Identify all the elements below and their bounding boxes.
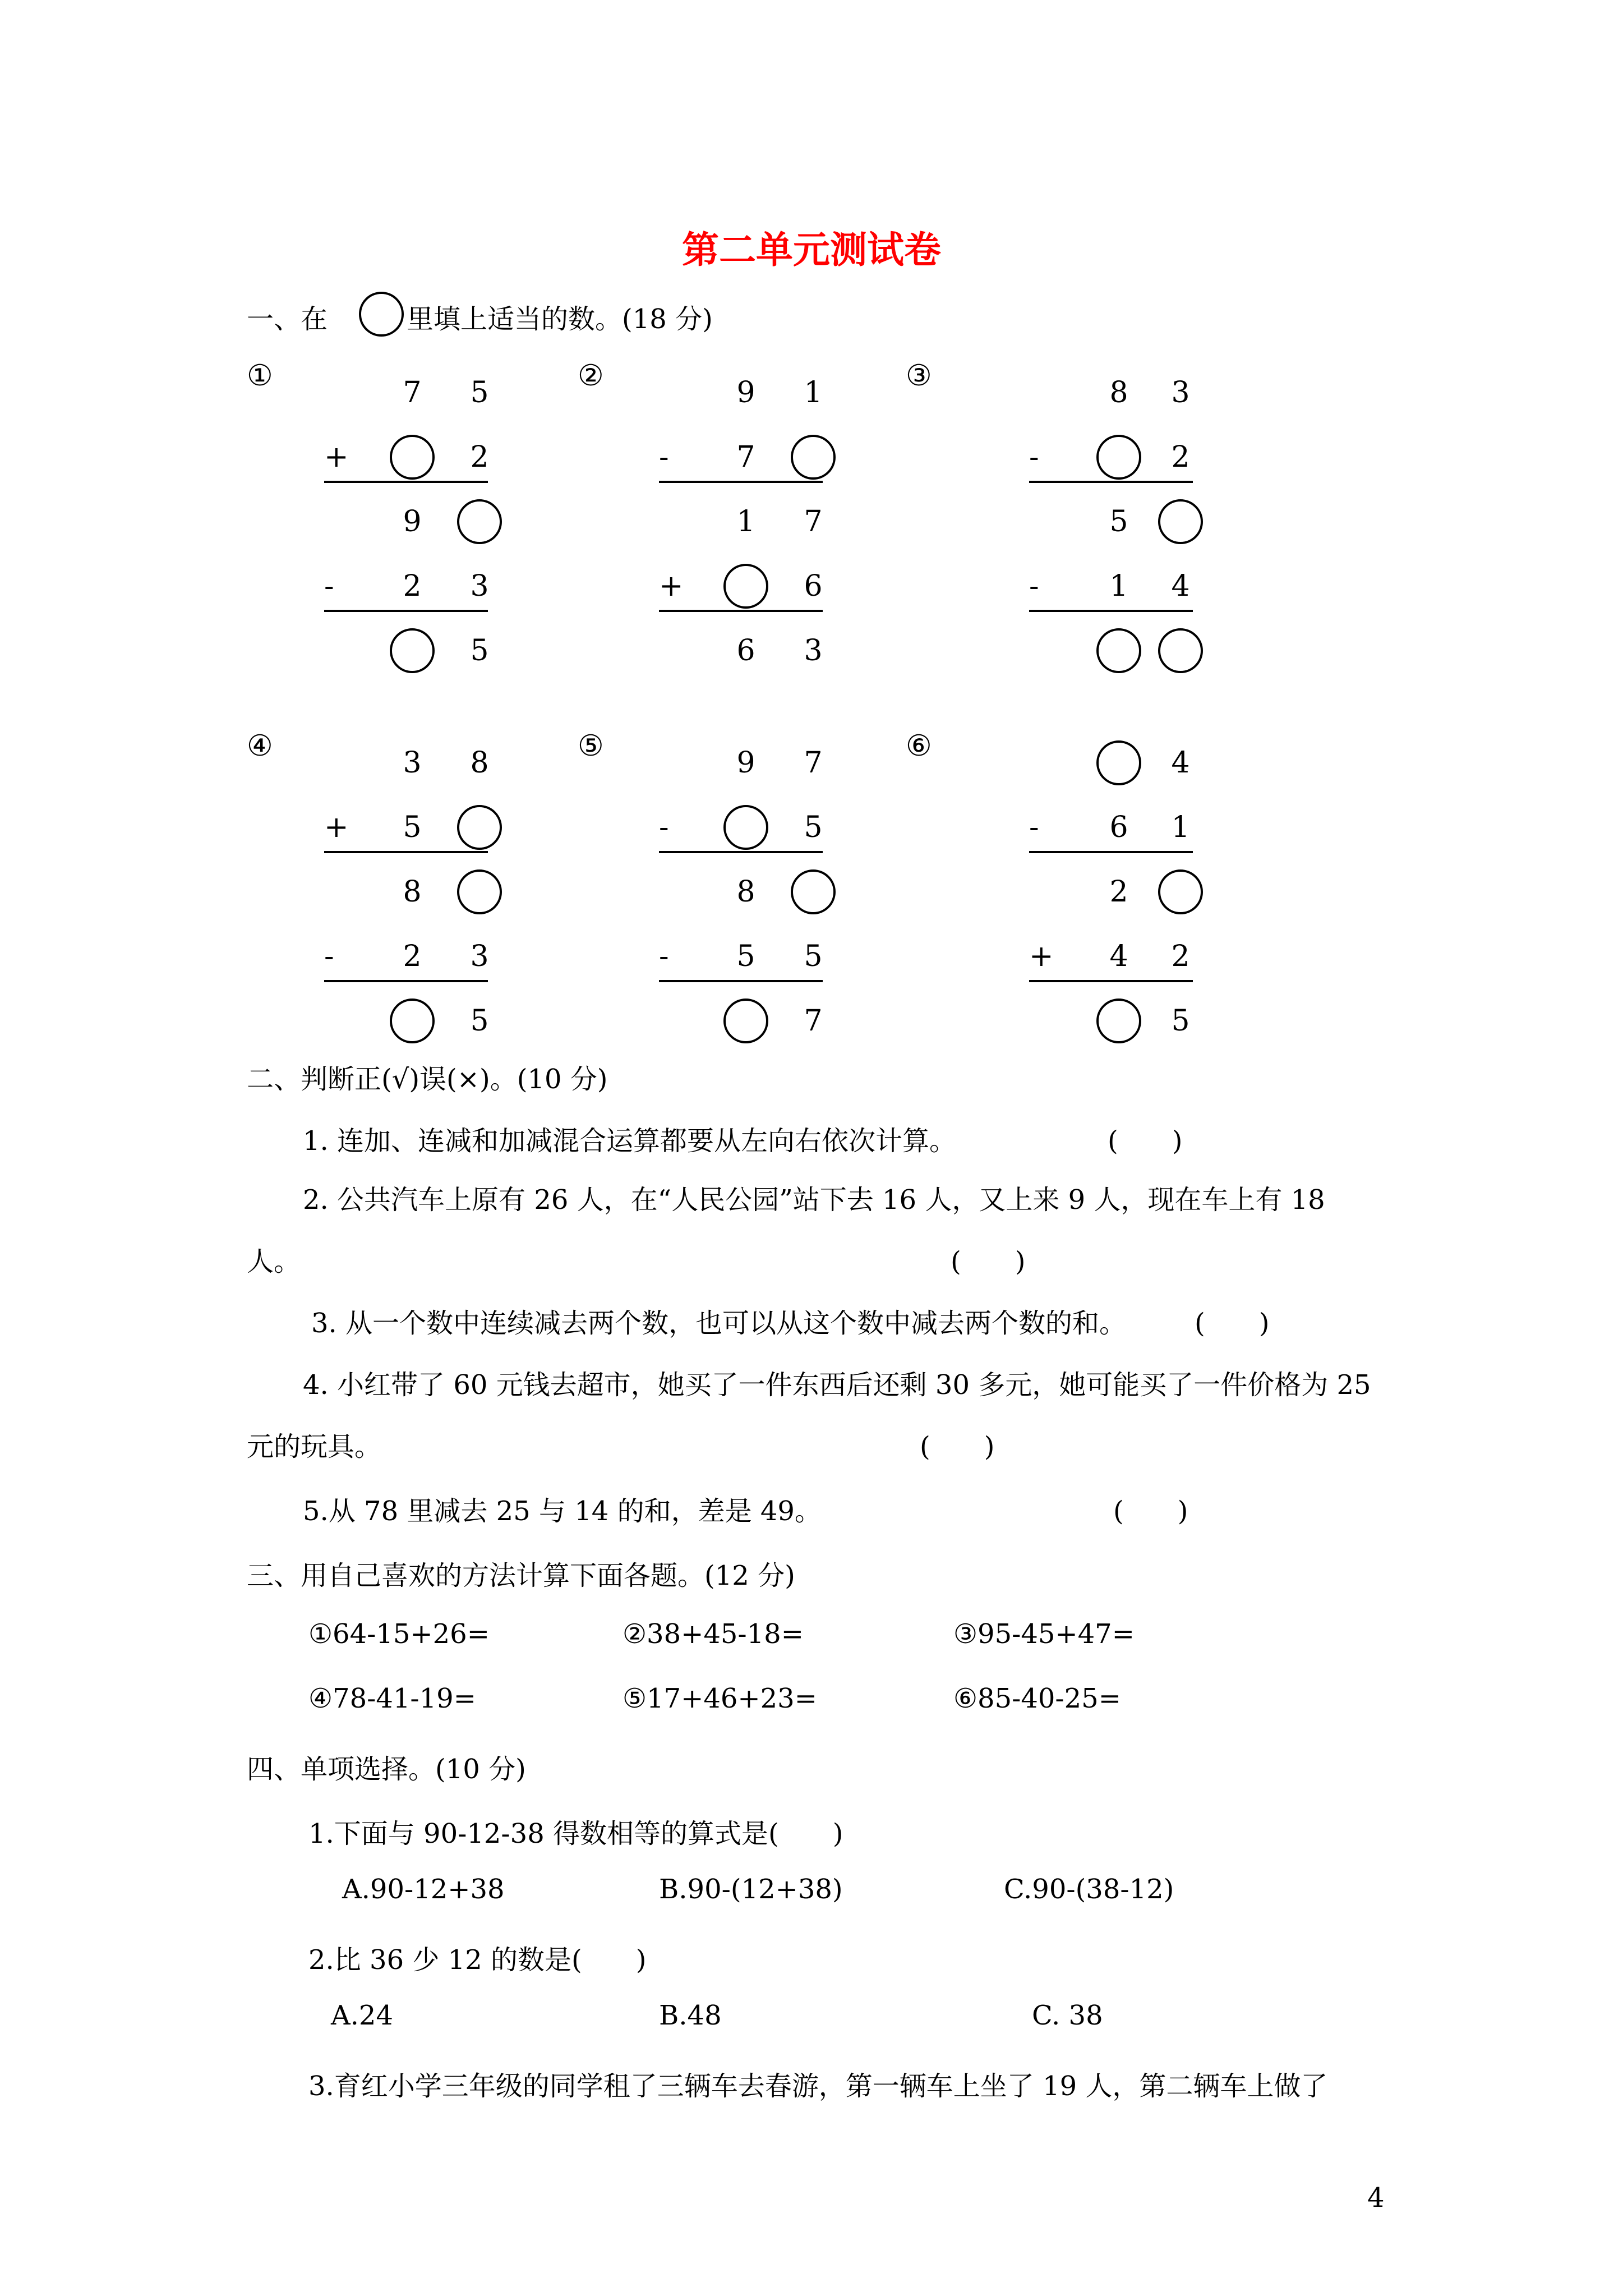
calc-item-6: ⑥85-40-25= [953, 1683, 1121, 1714]
problem-6-digit: 1 [1171, 811, 1190, 844]
answer-circle-icon [359, 292, 404, 337]
judge-item-2-text: 2. 公共汽车上原有 26 人，在“人民公园”站下去 16 人，又上来 9 人，现在车上有 18 [303, 1184, 1325, 1216]
problem-6-digit: 4 [1109, 940, 1128, 973]
problem-3-operator-1: - [1029, 440, 1039, 474]
answer-circle-icon[interactable] [1158, 499, 1203, 544]
problem-2-digit: 1 [736, 505, 755, 539]
problem-5-label: ⑤ [578, 729, 604, 763]
problem-5-digit: 5 [736, 940, 755, 973]
problem-3-line-2 [1029, 610, 1193, 612]
problem-6-digit: 2 [1171, 940, 1190, 973]
problem-1-line-1 [324, 481, 488, 483]
section4-heading: 四、单项选择。(10 分) [247, 1754, 526, 1785]
problem-6-digit: 2 [1109, 875, 1128, 909]
problem-2-digit: 6 [736, 634, 755, 668]
answer-circle-icon[interactable] [390, 999, 435, 1043]
answer-circle-icon[interactable] [791, 435, 836, 480]
judge-item-1-text: 1. 连加、连减和加减混合运算都要从左向右依次计算。 [303, 1125, 957, 1157]
answer-circle-icon[interactable] [390, 435, 435, 480]
judge-item-1-paren[interactable]: ( ) [1108, 1125, 1183, 1157]
problem-1-line-2 [324, 610, 488, 612]
section2-heading: 二、判断正(√)误(×)。(10 分) [247, 1064, 608, 1095]
problem-1-operator-1: + [324, 440, 349, 474]
answer-circle-icon[interactable] [457, 499, 502, 544]
problem-6-label: ⑥ [906, 729, 932, 763]
problem-3-digit: 3 [1171, 376, 1190, 409]
section3-heading: 三、用自己喜欢的方法计算下面各题。(12 分) [247, 1560, 795, 1591]
choice-1-option-c[interactable]: C.90-(38-12) [1004, 1874, 1174, 1905]
problem-2-digit: 7 [736, 440, 755, 474]
answer-circle-icon[interactable] [457, 869, 502, 914]
answer-circle-icon[interactable] [723, 805, 768, 850]
problem-3-label: ③ [906, 359, 932, 393]
answer-circle-icon[interactable] [390, 628, 435, 673]
problem-3-digit: 8 [1109, 376, 1128, 409]
problem-6-line-1 [1029, 851, 1193, 853]
problem-1-digit: 7 [403, 376, 422, 409]
problem-6-line-2 [1029, 980, 1193, 982]
problem-1-digit: 3 [470, 569, 489, 603]
choice-2-question: 2.比 36 少 12 的数是( ) [308, 1944, 647, 1976]
problem-1-digit: 9 [403, 505, 422, 539]
problem-3-digit: 1 [1109, 569, 1128, 603]
problem-6-operator-2: + [1029, 940, 1054, 973]
judge-item-5-paren[interactable]: ( ) [1113, 1496, 1188, 1527]
problem-4-digit: 5 [470, 1004, 489, 1038]
problem-4-digit: 2 [403, 940, 422, 973]
problem-5-digit: 5 [804, 811, 823, 844]
section1-heading-pre: 一、在 [247, 303, 328, 335]
page-title: 第二单元测试卷 [682, 228, 941, 272]
problem-4-digit: 8 [403, 875, 422, 909]
answer-circle-icon[interactable] [791, 869, 836, 914]
problem-6-operator-1: - [1029, 811, 1039, 844]
problem-4-digit: 3 [403, 746, 422, 780]
choice-1-option-b[interactable]: B.90-(12+38) [659, 1874, 843, 1905]
problem-4-digit: 3 [470, 940, 489, 973]
problem-5-line-1 [659, 851, 823, 853]
problem-1-digit: 5 [470, 376, 489, 409]
judge-item-4-paren[interactable]: ( ) [920, 1431, 995, 1462]
judge-item-3-text: 3. 从一个数中连续减去两个数，也可以从这个数中减去两个数的和。 [311, 1308, 1127, 1339]
answer-circle-icon[interactable] [1158, 869, 1203, 914]
problem-1-digit: 2 [470, 440, 489, 474]
judge-item-5-text: 5.从 78 里减去 25 与 14 的和，差是 49。 [303, 1496, 822, 1527]
judge-item-3-paren[interactable]: ( ) [1195, 1308, 1270, 1339]
calc-item-3: ③95-45+47= [953, 1618, 1135, 1650]
problem-2-line-2 [659, 610, 823, 612]
problem-4-line-1 [324, 851, 488, 853]
answer-circle-icon[interactable] [1096, 628, 1141, 673]
choice-2-option-c[interactable]: C. 38 [1032, 2000, 1103, 2031]
problem-2-digit: 7 [804, 505, 823, 539]
problem-2-line-1 [659, 481, 823, 483]
problem-3-operator-2: - [1029, 569, 1039, 603]
answer-circle-icon[interactable] [457, 805, 502, 850]
calc-item-5: ⑤17+46+23= [623, 1683, 817, 1714]
judge-item-2-text-cont: 人。 [247, 1246, 301, 1277]
problem-4-label: ④ [247, 729, 273, 763]
problem-5-operator-1: - [659, 811, 669, 844]
problem-3-digit: 2 [1171, 440, 1190, 474]
calc-item-4: ④78-41-19= [308, 1683, 476, 1714]
problem-2-digit: 9 [736, 376, 755, 409]
problem-5-digit: 7 [804, 746, 823, 780]
judge-item-4-text-cont: 元的玩具。 [247, 1431, 382, 1462]
judge-item-2-paren[interactable]: ( ) [951, 1246, 1026, 1277]
problem-4-line-2 [324, 980, 488, 982]
problem-4-digit: 5 [403, 811, 422, 844]
problem-1-digit: 2 [403, 569, 422, 603]
problem-3-line-1 [1029, 481, 1193, 483]
problem-5-operator-2: - [659, 940, 669, 973]
problem-2-operator-1: - [659, 440, 669, 474]
problem-5-digit: 7 [804, 1004, 823, 1038]
section1-heading-post: 里填上适当的数。(18 分) [407, 303, 713, 335]
problem-2-operator-2: + [659, 569, 684, 603]
problem-4-digit: 8 [470, 746, 489, 780]
problem-1-operator-2: - [324, 569, 334, 603]
problem-3-digit: 4 [1171, 569, 1190, 603]
choice-2-option-b[interactable]: B.48 [659, 2000, 722, 2031]
problem-4-operator-1: + [324, 811, 349, 844]
problem-1-digit: 5 [470, 634, 489, 668]
choice-2-option-a[interactable]: A.24 [331, 2000, 393, 2031]
choice-3-question: 3.育红小学三年级的同学租了三辆车去春游，第一辆车上坐了 19 人，第二辆车上做了 [308, 2070, 1328, 2102]
problem-6-digit: 5 [1171, 1004, 1190, 1038]
problem-2-label: ② [578, 359, 604, 393]
problem-4-operator-2: - [324, 940, 334, 973]
page-number: 4 [1367, 2182, 1385, 2214]
problem-3-digit: 5 [1109, 505, 1128, 539]
problem-6-digit: 6 [1109, 811, 1128, 844]
problem-2-digit: 3 [804, 634, 823, 668]
problem-5-digit: 9 [736, 746, 755, 780]
problem-5-digit: 8 [736, 875, 755, 909]
answer-circle-icon[interactable] [1096, 740, 1141, 785]
choice-1-question: 1.下面与 90-12-38 得数相等的算式是( ) [308, 1818, 843, 1849]
calc-item-1: ①64-15+26= [308, 1618, 490, 1650]
answer-circle-icon[interactable] [1096, 999, 1141, 1043]
problem-1-label: ① [247, 359, 273, 393]
calc-item-2: ②38+45-18= [623, 1618, 804, 1650]
problem-6-digit: 4 [1171, 746, 1190, 780]
answer-circle-icon[interactable] [723, 999, 768, 1043]
answer-circle-icon[interactable] [1096, 435, 1141, 480]
problem-5-digit: 5 [804, 940, 823, 973]
problem-2-digit: 1 [804, 376, 823, 409]
problem-5-line-2 [659, 980, 823, 982]
judge-item-4-text: 4. 小红带了 60 元钱去超市，她买了一件东西后还剩 30 多元，她可能买了一件价格为 25 [303, 1369, 1371, 1401]
choice-1-option-a[interactable]: A.90-12+38 [342, 1874, 505, 1905]
problem-2-digit: 6 [804, 569, 823, 603]
answer-circle-icon[interactable] [1158, 628, 1203, 673]
answer-circle-icon[interactable] [723, 564, 768, 609]
